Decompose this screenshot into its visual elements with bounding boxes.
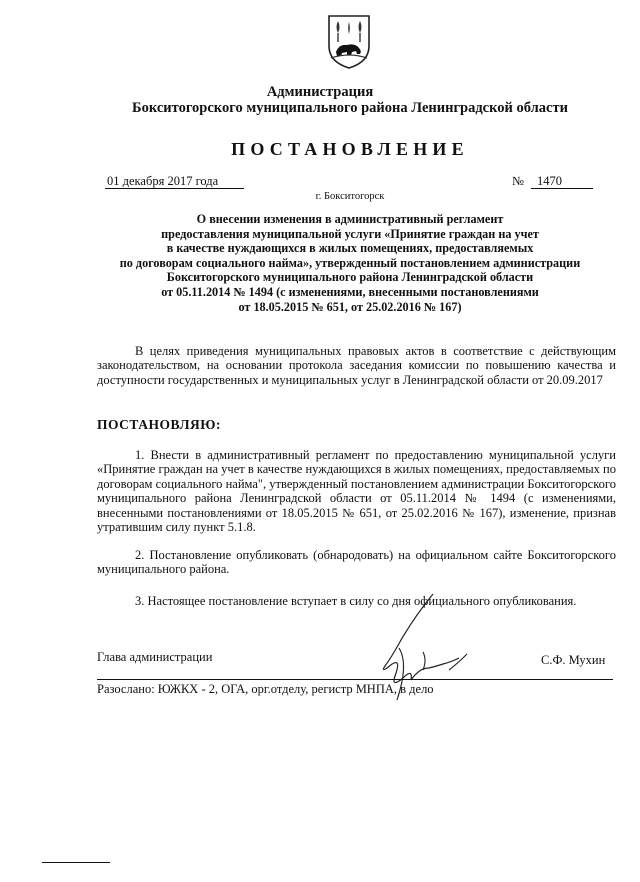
item-1-paragraph xyxy=(97,448,616,534)
signatory-position: Глава администрации xyxy=(97,650,213,664)
number-label: № xyxy=(512,174,524,188)
item-1-text: 1. Внести в административный регламент по предоставлению муниципальной услуги «Принятие граждан на учет в качестве нуждающихся в жилых помещениях, предоставляемых по договорам социального найма", утвержденный постановлением администрации Бокситогорского муниципального района Ленинградской области от 05.11.2014 № 1494 (с изменениями, внесенными постановлениями от 18.05.2015 № 651, от 25.02.2016 № 167), изменение, признав утратившим силу пункт 5.1.8. xyxy=(97,448,616,535)
subject-line: Бокситогорского муниципального района Ленинградской области xyxy=(166,270,534,285)
preamble-paragraph xyxy=(97,344,616,387)
subject-line: от 18.05.2015 № 651, от 25.02.2016 № 167) xyxy=(238,299,462,314)
item-3-text: 3. Настоящее постановление вступает в силу со дня официального опубликования. xyxy=(135,594,577,608)
item-2-paragraph xyxy=(97,548,616,577)
coat-of-arms-icon xyxy=(325,12,373,70)
signatory-name: С.Ф. Мухин xyxy=(541,653,606,667)
issuer-name: Администрация xyxy=(266,84,374,100)
document-title: ПОСТАНОВЛЕНИЕ xyxy=(231,139,469,159)
document-subject xyxy=(80,212,620,314)
document-date: 01 декабря 2017 года xyxy=(105,174,244,189)
subject-line: от 05.11.2014 № 1494 (с изменениями, внесенными постановлениями xyxy=(161,284,539,299)
decree-heading: ПОСТАНОВЛЯЮ: xyxy=(97,417,221,432)
footnote-divider xyxy=(42,862,110,863)
subject-line: предоставления муниципальной услуги «Принятие граждан на учет xyxy=(161,226,539,241)
distribution-list: Разослано: ЮЖКХ - 2, ОГА, орг.отделу, регистр МНПА, в дело xyxy=(97,682,434,696)
subject-line: в качестве нуждающихся в жилых помещениях, предоставляемых xyxy=(166,241,534,256)
issuer-district: Бокситогорского муниципального района Ленинградской области xyxy=(132,100,568,116)
subject-line: по договорам социального найма», утвержденный постановлением администрации xyxy=(119,255,581,270)
item-2-text: 2. Постановление опубликовать (обнародовать) на официальном сайте Бокситогорского муниципального района. xyxy=(97,548,616,577)
document-number: 1470 xyxy=(531,174,593,189)
preamble-text: В целях приведения муниципальных правовых актов в соответствие с действующим законодательством, на основании протокола заседания комиссии по повышению качества и доступности государственных и муниципальных услуг в Ленинградской области от 20.09.2017 xyxy=(97,344,616,387)
signature-divider xyxy=(97,679,613,680)
subject-line: О внесении изменения в административный регламент xyxy=(196,212,504,226)
city: г. Бокситогорск xyxy=(315,191,385,202)
